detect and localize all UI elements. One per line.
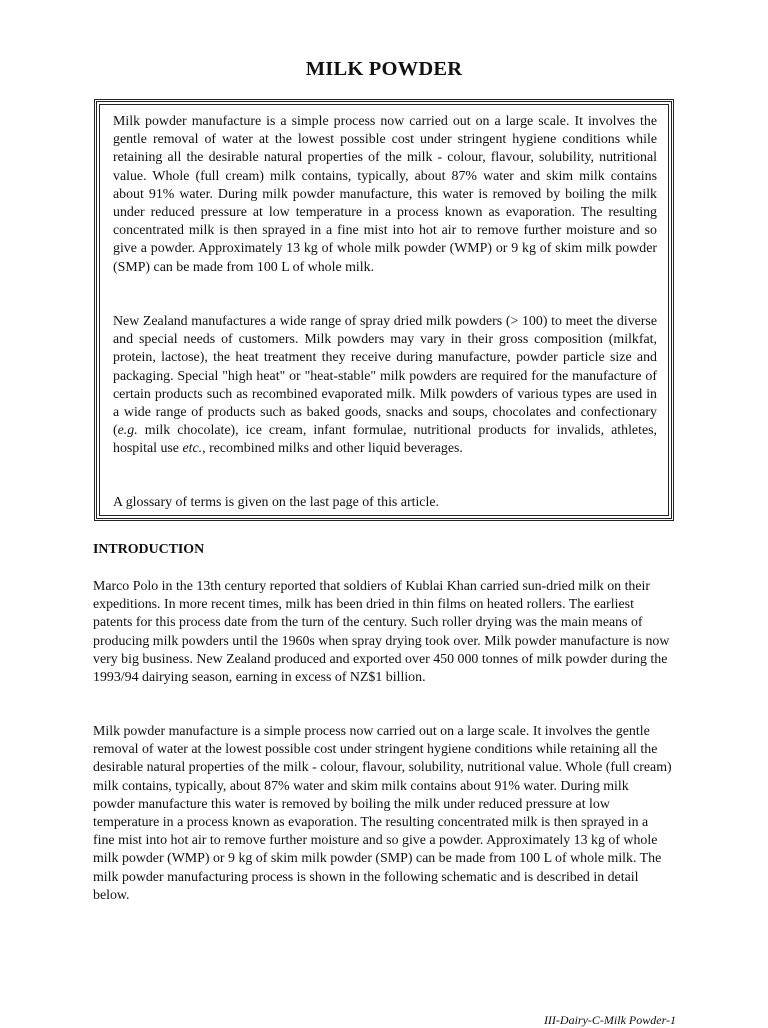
page-footer: III-Dairy-C-Milk Powder-1 bbox=[543, 1013, 676, 1027]
summary-paragraph-2 bbox=[113, 313, 657, 459]
summary-paragraph-2-part-c: , recombined milks and other liquid beverages. bbox=[202, 441, 463, 457]
eg-abbreviation: e.g. bbox=[117, 423, 138, 439]
summary-paragraph-2-part-a: New Zealand manufactures a wide range of spray dried milk powders (> 100) to meet the diverse and special needs of customers. Milk powders may vary in their gross composition (milkfat, protein, lactose), the heat treatment they receive during manufacture, powder particle size and packaging. Special "high heat" or "heat-stable" milk powders are required for the manufacture of certain products such as recombined evaporated milk. Milk powders of various types are used in a wide range of products such as baked goods, snacks and soups, chocolates and confectionary ( bbox=[113, 314, 657, 439]
document-title: MILK POWDER bbox=[305, 58, 463, 80]
summary-paragraph-3: A glossary of terms is given on the last page of this article. bbox=[113, 495, 439, 510]
introduction-paragraph-2: Milk powder manufacture is a simple process now carried out on a large scale. It involves the gentle removal of water at the lowest possible cost under stringent hygiene conditions while retaining all the desirable natural properties of the milk - colour, flavour, solubility, nutritional value. Whole (full cream) milk contains, typically, about 87% water and skim milk contains about 91% water. During milk powder manufacture this water is removed by boiling the milk under reduced pressure at low temperature in a process known as evaporation. The resulting concentrated milk is then sprayed in a fine mist into hot air to remove further moisture and so give a powder. Approximately 13 kg of whole milk powder (WMP) or 9 kg of skim milk powder (SMP) can be made from 100 L of whole milk. The milk powder manufacturing process is shown in the following schematic and is described in detail below. bbox=[93, 724, 672, 903]
introduction-paragraph-1: Marco Polo in the 13th century reported that soldiers of Kublai Khan carried sun-dried milk on their expeditions. In more recent times, milk has been dried in thin films on heated rollers. The earliest patents for this process date from the turn of the century. Such roller drying was the main means of producing milk powders until the 1960s when spray drying took over. Milk powder manufacture is now very big business. New Zealand produced and exported over 450 000 tonnes of milk powder during the 1993/94 dairying season, earning in excess of NZ$1 billion. bbox=[93, 579, 670, 686]
etc-abbreviation: etc. bbox=[182, 441, 203, 457]
summary-paragraph-1: Milk powder manufacture is a simple process now carried out on a large scale. It involves the gentle removal of water at the lowest possible cost under stringent hygiene conditions while retaining all the desirable natural properties of the milk - colour, flavour, solubility, nutritional value. Whole (full cream) milk contains, typically, about 87% water and skim milk contains about 91% water. During milk powder manufacture, this water is removed by boiling the milk under reduced pressure at low temperature in a process known as evaporation. The resulting concentrated milk is then sprayed in a fine mist into hot air to remove further moisture and so give a powder. Approximately 13 kg of whole milk powder (WMP) or 9 kg of skim milk powder (SMP) can be made from 100 L of whole milk. bbox=[113, 114, 657, 275]
summary-paragraph-2-part-b: milk chocolate), ice cream, infant formulae, nutritional products for invalids, athletes, hospital use bbox=[113, 423, 657, 457]
introduction-heading: INTRODUCTION bbox=[93, 542, 205, 557]
